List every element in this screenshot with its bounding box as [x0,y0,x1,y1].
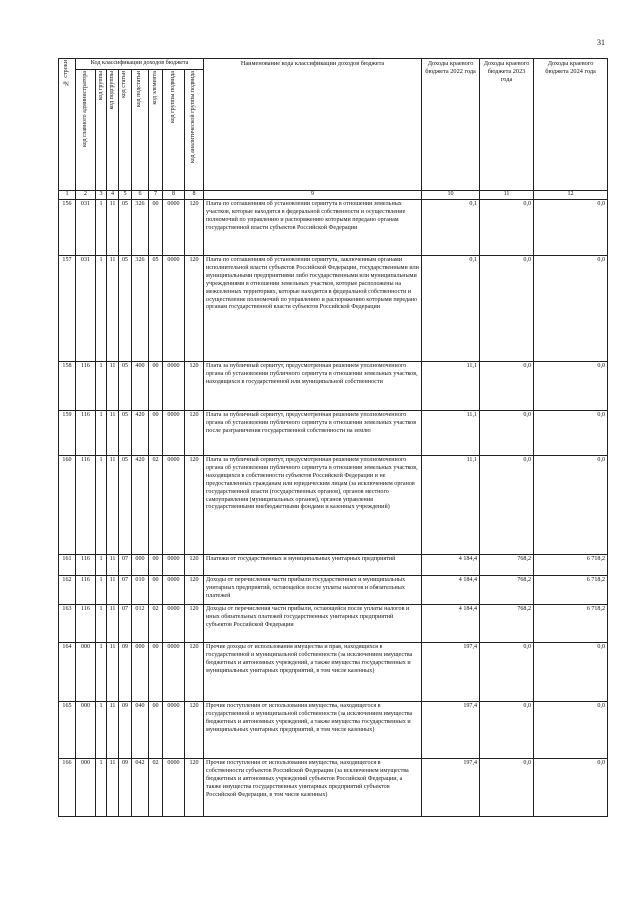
column-number: 1 [59,191,76,200]
code-cell: 11 [107,701,119,758]
code-cell: 11 [107,361,119,410]
page-number: 31 [597,38,605,47]
code-cell: 326 [132,255,149,361]
value-2024: 0,0 [534,410,608,455]
row-number: 166 [59,758,76,816]
value-2024: 0,0 [534,701,608,758]
code-cell: 116 [76,410,96,455]
value-2024: 0,0 [534,361,608,410]
row-number: 165 [59,701,76,758]
code-cell: 1 [96,255,107,361]
value-2022: 11,1 [422,361,480,410]
code-header-admin: код главного администратора [76,70,96,191]
code-header-subgroup: код подгруппы [107,70,119,191]
code-cell: 0000 [163,604,185,642]
code-cell: 116 [76,455,96,554]
code-cell: 000 [132,642,149,701]
row-number: 164 [59,642,76,701]
income-name: Прочие доходы от использования имущества и прав, находящихся в государственной и муниципальной собственности (за исключением имущества бюджетных и автономных учреждений, а также имущества государственных и муниципальных унитарных предприятий, в том числе казенных) [204,642,422,701]
code-cell: 11 [107,455,119,554]
name-header: Наименование кода классификации доходов бюджета [204,59,422,191]
value-2024: 0,0 [534,455,608,554]
value-2023: 0,0 [480,455,534,554]
code-cell: 120 [185,255,204,361]
row-number: 160 [59,455,76,554]
code-cell: 11 [107,410,119,455]
code-cell: 05 [119,255,132,361]
column-numbers-row [59,191,608,200]
code-cell: 05 [119,410,132,455]
code-cell: 0000 [163,554,185,575]
value-2022: 11,1 [422,410,480,455]
code-cell: 05 [149,255,163,361]
value-2023: 768,2 [480,575,534,604]
code-cell: 11 [107,554,119,575]
value-2023: 0,0 [480,701,534,758]
value-2022: 4 184,4 [422,604,480,642]
value-2023: 768,2 [480,604,534,642]
code-cell: 11 [107,199,119,255]
code-cell: 0000 [163,361,185,410]
table-row [59,455,608,554]
code-header-element: код элемента [149,70,163,191]
value-2024: 6 718,2 [534,575,608,604]
code-cell: 116 [76,575,96,604]
row-number: 158 [59,361,76,410]
code-cell: 09 [119,642,132,701]
code-header-analytic-group: код аналитической группы подвида [185,70,204,191]
value-2024: 6 718,2 [534,554,608,575]
code-cell: 116 [76,554,96,575]
value-2024: 0,0 [534,199,608,255]
code-cell: 120 [185,410,204,455]
code-cell: 11 [107,642,119,701]
row-number: 162 [59,575,76,604]
code-cell: 11 [107,604,119,642]
code-cell: 1 [96,701,107,758]
value-2022: 197,4 [422,642,480,701]
code-cell: 02 [149,455,163,554]
column-number: 7 [149,191,163,200]
value-2023: 0,0 [480,255,534,361]
row-number: 159 [59,410,76,455]
column-number: 6 [132,191,149,200]
table-row [59,642,608,701]
code-cell: 0000 [163,758,185,816]
code-cell: 00 [149,701,163,758]
code-cell: 1 [96,642,107,701]
code-cell: 0000 [163,199,185,255]
code-cell: 0000 [163,255,185,361]
code-header-article: код статьи [119,70,132,191]
code-cell: 031 [76,255,96,361]
code-cell: 07 [119,554,132,575]
column-number: 8 [185,191,204,200]
code-cell: 116 [76,604,96,642]
income-2024-header: Доходы краевого бюджета 2024 года [534,59,608,191]
code-cell: 010 [132,575,149,604]
value-2023: 0,0 [480,410,534,455]
code-cell: 042 [132,758,149,816]
code-cell: 000 [132,554,149,575]
code-cell: 120 [185,701,204,758]
column-number: 8 [163,191,185,200]
table-row [59,361,608,410]
income-name: Платежи от государственных и муниципальных унитарных предприятий [204,554,422,575]
table-row [59,199,608,255]
value-2022: 0,1 [422,199,480,255]
value-2023: 768,2 [480,554,534,575]
row-number: 157 [59,255,76,361]
code-cell: 326 [132,199,149,255]
income-name: Прочие поступления от использования имущества, находящегося в собственности субъектов Российской Федерации (за исключением имущества бюджетных и автономных учреждений субъектов Российской Федерации, а также имущества государственных унитарных предприятий субъектов Российской Федерации, в том числе казенных) [204,758,422,816]
code-cell: 031 [76,199,96,255]
value-2024: 0,0 [534,255,608,361]
code-cell: 09 [119,701,132,758]
row-number: 161 [59,554,76,575]
code-cell: 040 [132,701,149,758]
code-cell: 120 [185,361,204,410]
table-row [59,604,608,642]
code-cell: 0000 [163,410,185,455]
table-row [59,575,608,604]
income-name: Плата по соглашениям об установлении сервитута, заключенным органами исполнительной власти субъектов Российской Федерации, государственными или муниципальными предприятиями либо государственными или муниципальными учреждениями в отношении земельных участков, которые расположены на межселенных территориях, которые находятся в федеральной собственности и осуществление полномочий по управлению и распоряжению которыми передано органам государственной власти субъектов Российской Федерации [204,255,422,361]
code-cell: 09 [119,758,132,816]
code-cell: 420 [132,455,149,554]
table-row [59,701,608,758]
value-2022: 0,1 [422,255,480,361]
code-cell: 000 [76,701,96,758]
code-cell: 11 [107,575,119,604]
code-cell: 120 [185,604,204,642]
code-cell: 400 [132,361,149,410]
table-row [59,554,608,575]
code-cell: 000 [76,642,96,701]
value-2023: 0,0 [480,361,534,410]
income-name: Доходы от перечисления части прибыли государственных и муниципальных унитарных предприятий, остающейся после уплаты налогов и обязательных платежей [204,575,422,604]
column-number: 10 [422,191,480,200]
value-2022: 4 184,4 [422,554,480,575]
column-number: 12 [534,191,608,200]
column-number: 2 [76,191,96,200]
income-name: Прочие поступления от использования имущества, находящегося в государственной и муниципальной собственности (за исключением имущества бюджетных и автономных учреждений, а также имущества государственных и муниципальных унитарных предприятий, в том числе казенных) [204,701,422,758]
code-cell: 0000 [163,701,185,758]
code-cell: 11 [107,255,119,361]
code-cell: 1 [96,554,107,575]
table-row [59,758,608,816]
code-cell: 120 [185,575,204,604]
code-group-header: Код классификации доходов бюджета [76,59,204,70]
income-name: Плата за публичный сервитут, предусмотренная решением уполномоченного органа об установлении публичного сервитута в отношении земельных участков после разграничения государственной собственности на землю [204,410,422,455]
code-cell: 00 [149,575,163,604]
value-2023: 0,0 [480,758,534,816]
code-header-subtype-group: код группы подвида [163,70,185,191]
code-cell: 1 [96,199,107,255]
income-name: Плата по соглашениям об установлении сервитута в отношении земельных участков, которые находятся в федеральной собственности и осуществление полномочий по управлению и распоряжению которыми передано органам государственной власти субъектов Российской Федерации [204,199,422,255]
code-cell: 116 [76,361,96,410]
income-2022-header: Доходы краевого бюджета 2022 года [422,59,480,191]
value-2023: 0,0 [480,199,534,255]
income-name: Доходы от перечисления части прибыли, остающейся после уплаты налогов и иных обязательных платежей государственных унитарных предприятий субъектов Российской Федерации [204,604,422,642]
value-2022: 4 184,4 [422,575,480,604]
code-cell: 1 [96,575,107,604]
code-cell: 000 [76,758,96,816]
code-cell: 05 [119,199,132,255]
code-cell: 05 [119,361,132,410]
code-cell: 00 [149,410,163,455]
value-2024: 0,0 [534,642,608,701]
value-2022: 197,4 [422,701,480,758]
code-cell: 07 [119,575,132,604]
value-2024: 6 718,2 [534,604,608,642]
code-cell: 07 [119,604,132,642]
code-cell: 00 [149,642,163,701]
income-2023-header: Доходы краевого бюджета 2023 года [480,59,534,191]
budget-income-table [58,58,608,817]
column-number: 11 [480,191,534,200]
code-header-group: код группы [96,70,107,191]
code-cell: 1 [96,410,107,455]
code-cell: 120 [185,642,204,701]
code-cell: 00 [149,361,163,410]
column-number: 4 [107,191,119,200]
value-2024: 0,0 [534,758,608,816]
table-row [59,255,608,361]
code-cell: 1 [96,604,107,642]
row-number-header: № строки [59,59,76,191]
code-cell: 05 [119,455,132,554]
code-cell: 02 [149,604,163,642]
code-cell: 120 [185,199,204,255]
code-cell: 420 [132,410,149,455]
column-number: 9 [204,191,422,200]
code-cell: 11 [107,758,119,816]
code-cell: 02 [149,758,163,816]
value-2022: 197,4 [422,758,480,816]
row-number: 163 [59,604,76,642]
income-name: Плата за публичный сервитут, предусмотренная решением уполномоченного органа об установлении публичного сервитута в отношении земельных участков, находящихся в государственной или муниципальной собственности [204,361,422,410]
table-row [59,410,608,455]
code-cell: 1 [96,455,107,554]
code-cell: 00 [149,199,163,255]
income-name: Плата за публичный сервитут, предусмотренная решением уполномоченного органа об установлении публичного сервитута в отношении земельных участков, находящихся в собственности субъектов Российской Федерации и не предоставленных гражданам или юридическим лицам (за исключением органов государственной власти (государственных органов), органов местного самоуправления (муниципальных органов), органов управления государственными внебюджетными фондами и казенных учреждений) [204,455,422,554]
value-2023: 0,0 [480,642,534,701]
code-header-subarticle: код подстатьи [132,70,149,191]
column-number: 3 [96,191,107,200]
value-2022: 11,1 [422,455,480,554]
code-cell: 120 [185,554,204,575]
code-cell: 120 [185,455,204,554]
code-cell: 1 [96,758,107,816]
row-number: 156 [59,199,76,255]
code-cell: 0000 [163,575,185,604]
code-cell: 012 [132,604,149,642]
code-cell: 00 [149,554,163,575]
code-cell: 120 [185,758,204,816]
code-cell: 0000 [163,642,185,701]
column-number: 5 [119,191,132,200]
code-cell: 0000 [163,455,185,554]
code-cell: 1 [96,361,107,410]
